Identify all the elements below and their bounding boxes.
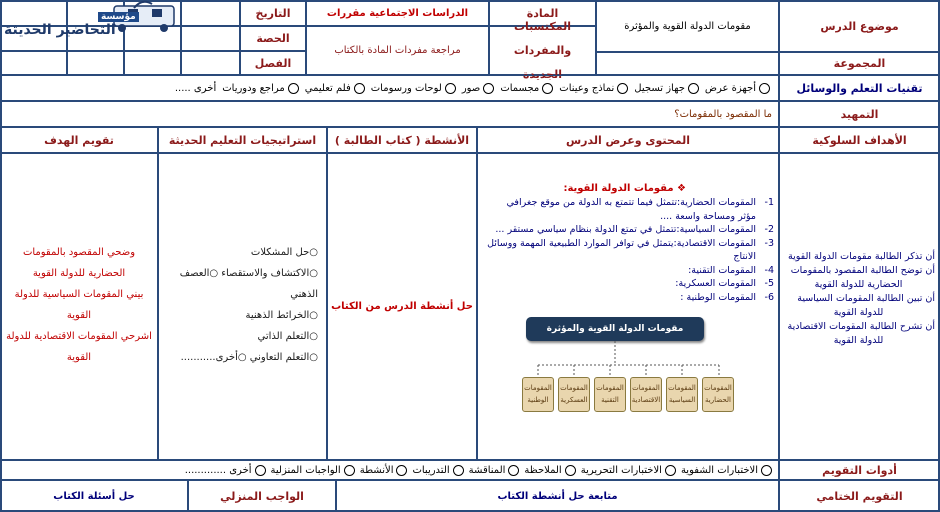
final-value-cell	[336, 480, 779, 512]
assessment-label: أدوات التقويم	[822, 463, 897, 477]
empty-cell	[181, 26, 240, 51]
gains-label-cell	[489, 19, 596, 81]
tool-option-models[interactable]: مجسمات	[500, 83, 553, 94]
diamond-icon: ❖	[673, 183, 686, 194]
strategies-header: استراتيجيات التعليم الحديثة	[158, 127, 327, 153]
date-label: التاريخ	[255, 6, 291, 20]
radio-icon[interactable]	[255, 465, 266, 476]
objective-line: الحضارية للدولة القوية	[814, 279, 903, 290]
radio-icon[interactable]	[354, 83, 365, 94]
empty-cell	[181, 0, 240, 26]
radio-icon[interactable]	[508, 465, 519, 476]
diagram-root: مقومات الدولة القوية والمؤثرة	[526, 317, 704, 341]
tools-options	[175, 83, 770, 94]
empty-cell	[67, 51, 124, 75]
tool-option-references[interactable]: مراجع ودوريات	[222, 83, 299, 94]
strategies-cell	[158, 153, 327, 460]
objective-line: للدولة القوية	[833, 335, 884, 346]
assessment-label-cell	[779, 460, 940, 480]
tools-options-cell	[0, 75, 779, 101]
topic-value: مقومات الدولة القوية والمؤثرة	[624, 20, 751, 32]
topic-label-cell	[779, 0, 940, 52]
gains-value: مراجعة مفردات المادة بالكتاب	[334, 45, 461, 56]
radio-icon[interactable]	[445, 83, 456, 94]
content-item: 4- المقومات التقنية:	[688, 264, 774, 276]
assessment-options-cell	[0, 460, 779, 480]
intro-label: التمهيد	[840, 107, 879, 121]
tool-option-pictures[interactable]: صور	[462, 83, 495, 94]
logo	[2, 0, 182, 44]
radio-icon[interactable]	[288, 83, 299, 94]
strategy-line: ○التعلم التعاوني ○أخرى...........	[180, 352, 318, 363]
diagram-box-political: المقومات السياسية	[666, 377, 698, 412]
radio-icon[interactable]	[565, 465, 576, 476]
topic-label: موضوع الدرس	[820, 19, 899, 33]
assessment-option-exercises[interactable]: التدريبات	[412, 465, 463, 476]
tool-option-other: أخرى .....	[174, 82, 217, 94]
group-label: المجموعة	[833, 57, 886, 70]
period-label-cell	[240, 26, 306, 51]
homework-value: حل أسئلة الكتاب	[53, 490, 135, 502]
empty-cell	[181, 51, 240, 75]
diagram-box-national: المقومات الوطنية	[522, 377, 554, 412]
diagram-box-civilizational: المقومات الحضارية	[702, 377, 734, 412]
diagram-box-technical: المقومات التقنية	[594, 377, 626, 412]
homework-value-cell	[0, 480, 188, 512]
homework-label: الواجب المنزلي	[220, 489, 304, 503]
content-item: الانتاج	[733, 251, 756, 262]
content-header: المحتوى وعرض الدرس	[477, 127, 779, 153]
radio-icon[interactable]	[665, 465, 676, 476]
objective-line: للدولة القوية	[833, 307, 884, 318]
objective-line: أن تشرح الطالبة المقومات الاقتصادية	[787, 321, 935, 332]
diagram-box-economic: المقومات الاقتصادية	[630, 377, 662, 412]
radio-icon[interactable]	[761, 465, 772, 476]
tool-option-recorder[interactable]: جهاز تسجيل	[634, 83, 699, 94]
objectives-header: الأهداف السلوكية	[779, 127, 940, 153]
assessment-option-observation[interactable]: الملاحظة	[524, 465, 575, 476]
evaluation-header: تقويم الهدف	[0, 127, 158, 153]
assessment-option-other[interactable]: أخرى .............	[185, 465, 266, 476]
intro-value-cell	[0, 101, 779, 127]
diagram-connectors	[520, 341, 740, 381]
subject-value-cell	[306, 0, 489, 26]
strategy-line: ○الخرائط الذهنية	[245, 310, 318, 321]
content-item: 2- المقومات السياسية:تتمثل في تمتع الدولة بنظام سياسي مستقر ...	[495, 224, 774, 235]
evaluation-line: القوية	[66, 352, 92, 363]
class-label: الفصل	[254, 56, 292, 70]
assessment-option-discussion[interactable]: المناقشة	[469, 465, 520, 476]
homework-label-cell	[188, 480, 336, 512]
strategy-line: الذهني	[290, 289, 318, 300]
radio-icon[interactable]	[542, 83, 553, 94]
activities-header: الأنشطة ( كتاب الطالبة )	[327, 127, 477, 153]
tool-option-boards[interactable]: لوحات ورسومات	[371, 83, 456, 94]
tool-option-film[interactable]: فلم تعليمي	[305, 83, 365, 94]
tools-label-cell	[779, 75, 940, 101]
subject-label: المادة	[526, 6, 559, 20]
radio-icon[interactable]	[759, 83, 770, 94]
final-label: التقويم الختامي	[816, 489, 903, 503]
radio-icon[interactable]	[688, 83, 699, 94]
objective-line: أن تذكر الطالبة مقومات الدولة القوية	[788, 251, 935, 262]
group-value-cell	[596, 52, 779, 75]
objectives-cell	[779, 153, 940, 460]
evaluation-line: وضحي المقصود بالمقومات	[22, 247, 136, 258]
radio-icon[interactable]	[453, 465, 464, 476]
content-item: 3- المقومات الاقتصادية:يتمثل في توافر الموارد الطبيعية المهمة ووسائل	[487, 237, 774, 249]
final-value: متابعة حل أنشطة الكتاب	[497, 490, 618, 502]
empty-cell	[0, 51, 67, 75]
logo-line1: مؤسسة	[98, 12, 139, 22]
content-list	[474, 196, 774, 304]
objective-line: أن توضح الطالبة المقصود بالمقومات	[790, 265, 935, 276]
content-heading: ❖ مقومات الدولة القوية:	[563, 183, 686, 194]
strategy-line: ○حل المشكلات	[250, 247, 318, 258]
tool-option-projector[interactable]: أجهزة عرض	[705, 83, 770, 94]
topic-value-cell	[596, 0, 779, 52]
logo-line2: التحاضير الحديثة	[4, 22, 116, 38]
intro-label-cell	[779, 101, 940, 127]
assessment-option-oral[interactable]: الاختبارات الشفوية	[681, 465, 772, 476]
objective-line: أن تبين الطالبة المقومات السياسية	[797, 293, 935, 304]
radio-icon[interactable]	[483, 83, 494, 94]
tools-label: تقنيات التعلم والوسائل	[796, 81, 923, 95]
content-item: 5- المقومات العسكرية:	[675, 278, 774, 289]
subject-value: الدراسات الاجتماعية مقررات	[326, 7, 469, 19]
content-item: 1- المقومات الحضارية:تتمثل فيما تتمتع به الدولة من موقع جغرافي	[506, 197, 774, 208]
tool-option-samples[interactable]: نماذج وعينات	[559, 83, 628, 94]
gains-label: المكتسبات والمفردات الجديدة	[513, 19, 572, 81]
empty-cell	[124, 51, 181, 75]
final-label-cell	[779, 480, 940, 512]
evaluation-line: القوية	[66, 310, 92, 321]
diagram-box-military: المقومات العسكرية	[558, 377, 590, 412]
date-label-cell	[240, 0, 306, 26]
assessment-option-homework[interactable]: الواجبات المنزلية	[271, 465, 355, 476]
evaluation-cell	[0, 153, 158, 460]
assessment-option-written[interactable]: الاختبارات التحريرية	[581, 465, 676, 476]
strategy-line: ○الاكتشاف والاستقصاء ○العصف	[179, 268, 318, 279]
activities-cell	[327, 153, 477, 460]
gains-value-cell	[306, 26, 489, 75]
strategy-line: ○التعلم الذاتي	[257, 331, 318, 342]
class-label-cell	[240, 51, 306, 75]
group-label-cell	[779, 52, 940, 75]
content-item: مؤثر ومساحة واسعة ....	[660, 210, 756, 222]
radio-icon[interactable]	[617, 83, 628, 94]
radio-icon[interactable]	[396, 465, 407, 476]
radio-icon[interactable]	[344, 465, 355, 476]
evaluation-line: الحضارية للدولة القوية	[32, 268, 126, 279]
assessment-option-activities[interactable]: الأنشطة	[360, 465, 408, 476]
intro-value: ما المقصود بالمقومات؟	[674, 108, 772, 120]
activities-value: حل أنشطة الدرس من الكتاب	[331, 301, 473, 312]
period-label: الحصة	[256, 32, 290, 45]
evaluation-line: اشرحي المقومات الاقتصادية للدولة	[6, 331, 152, 342]
assessment-options	[185, 465, 772, 476]
evaluation-line: بيني المقومات السياسية للدولة	[14, 289, 144, 300]
content-item: 6- المقومات الوطنية :	[680, 291, 774, 303]
